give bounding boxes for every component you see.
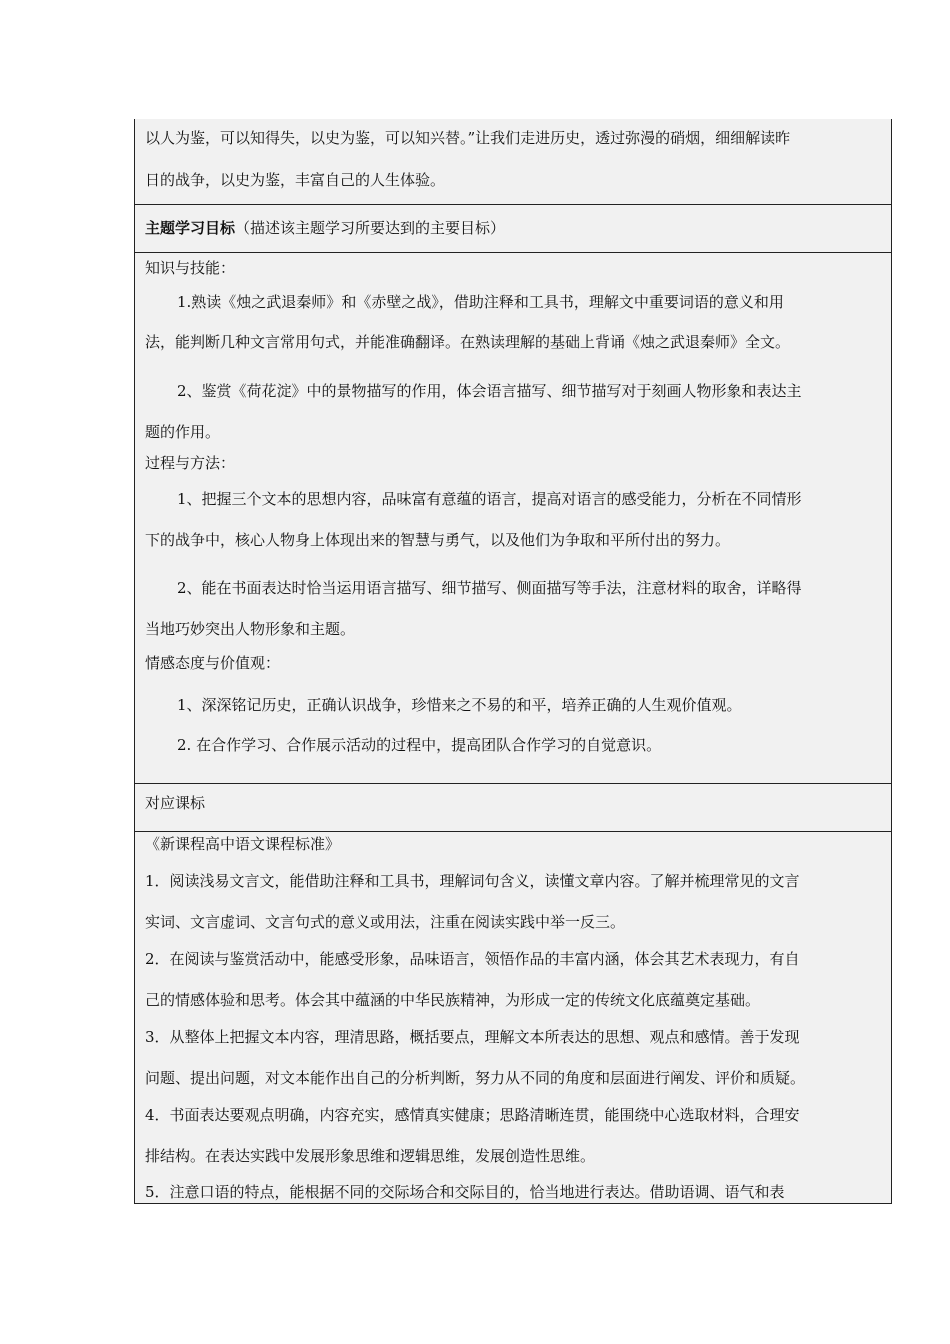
standard-5-line-1: 5．注意口语的特点，能根据不同的交际场合和交际目的，恰当地进行表达。借助语调、语气和表: [145, 1183, 785, 1201]
process-item-2-line-2: 当地巧妙突出人物形象和主题。: [145, 620, 356, 638]
standard-4-line-2: 排结构。在表达实践中发展形象思维和逻辑思维，发展创造性思维。: [145, 1147, 596, 1165]
intro-line-2: 日的战争，以史为鉴，丰富自己的人生体验。: [145, 171, 446, 189]
process-item-1-line-2: 下的战争中，核心人物身上体现出来的智慧与勇气，以及他们为争取和平所付出的努力。: [145, 531, 731, 549]
knowledge-title: 知识与技能：: [145, 259, 236, 277]
standard-3-line-2: 问题、提出问题，对文本能作出自己的分析判断，努力从不同的角度和层面进行阐发、评价和质疑。: [145, 1069, 806, 1087]
goals-header-title: 主题学习目标: [145, 219, 236, 237]
standard-3-line-1: 3．从整体上把握文本内容，理清思路，概括要点，理解文本所表达的思想、观点和感情。善于发现: [145, 1028, 800, 1046]
emotion-title: 情感态度与价值观：: [145, 654, 281, 672]
standard-1-line-2: 实词、文言虚词、文言句式的意义或用法，注重在阅读实践中举一反三。: [145, 913, 626, 931]
knowledge-item-2-line-1: 2、鉴赏《荷花淀》中的景物描写的作用，体会语言描写、细节描写对于刻画人物形象和表达主: [177, 382, 802, 400]
intro-row: [135, 119, 891, 205]
standard-1-line-1: 1．阅读浅易文言文，能借助注释和工具书，理解词句含义，读懂文章内容。了解并梳理常见的文言: [145, 872, 800, 890]
process-item-1-line-1: 1、把握三个文本的思想内容，品味富有意蕴的语言，提高对语言的感受能力，分析在不同情形: [177, 490, 802, 508]
process-title: 过程与方法：: [145, 454, 236, 472]
standards-title: 《新课程高中语文课程标准》: [145, 835, 341, 853]
knowledge-item-2-line-2: 题的作用。: [145, 423, 221, 441]
goals-header-row: [135, 205, 891, 253]
goals-header-desc: （描述该主题学习所要达到的主要目标）: [235, 219, 506, 237]
standards-content-row: [135, 832, 891, 1204]
standards-header-row: [135, 784, 891, 832]
standards-header: 对应课标: [145, 794, 206, 812]
intro-line-1: 以人为鉴，可以知得失，以史为鉴，可以知兴替。”让我们走进历史，透过弥漫的硝烟，细细解读昨: [145, 129, 791, 147]
emotion-item-1: 1、深深铭记历史，正确认识战争，珍惜来之不易的和平，培养正确的人生观价值观。: [177, 696, 742, 714]
knowledge-item-1-line-2: 法，能判断几种文言常用句式，并能准确翻译。在熟读理解的基础上背诵《烛之武退秦师》全文。: [145, 333, 791, 351]
goals-header: [145, 218, 881, 238]
process-item-2-line-1: 2、能在书面表达时恰当运用语言描写、细节描写、侧面描写等手法，注意材料的取舍，详略得: [177, 579, 802, 597]
lesson-plan-table: [134, 119, 892, 1204]
standard-2-line-2: 己的情感体验和思考。体会其中蕴涵的中华民族精神，为形成一定的传统文化底蕴奠定基础。: [145, 991, 761, 1009]
emotion-item-2: 2. 在合作学习、合作展示活动的过程中，提高团队合作学习的自觉意识。: [177, 736, 662, 754]
standard-2-line-1: 2．在阅读与鉴赏活动中，能感受形象，品味语言，领悟作品的丰富内涵，体会其艺术表现力，有自: [145, 950, 800, 968]
standard-4-line-1: 4．书面表达要观点明确，内容充实，感情真实健康；思路清晰连贯，能围绕中心选取材料，合理安: [145, 1106, 800, 1124]
goals-content-row: [135, 253, 891, 784]
knowledge-item-1-line-1: 1.熟读《烛之武退秦师》和《赤壁之战》，借助注释和工具书，理解文中重要词语的意义和用: [177, 293, 784, 311]
